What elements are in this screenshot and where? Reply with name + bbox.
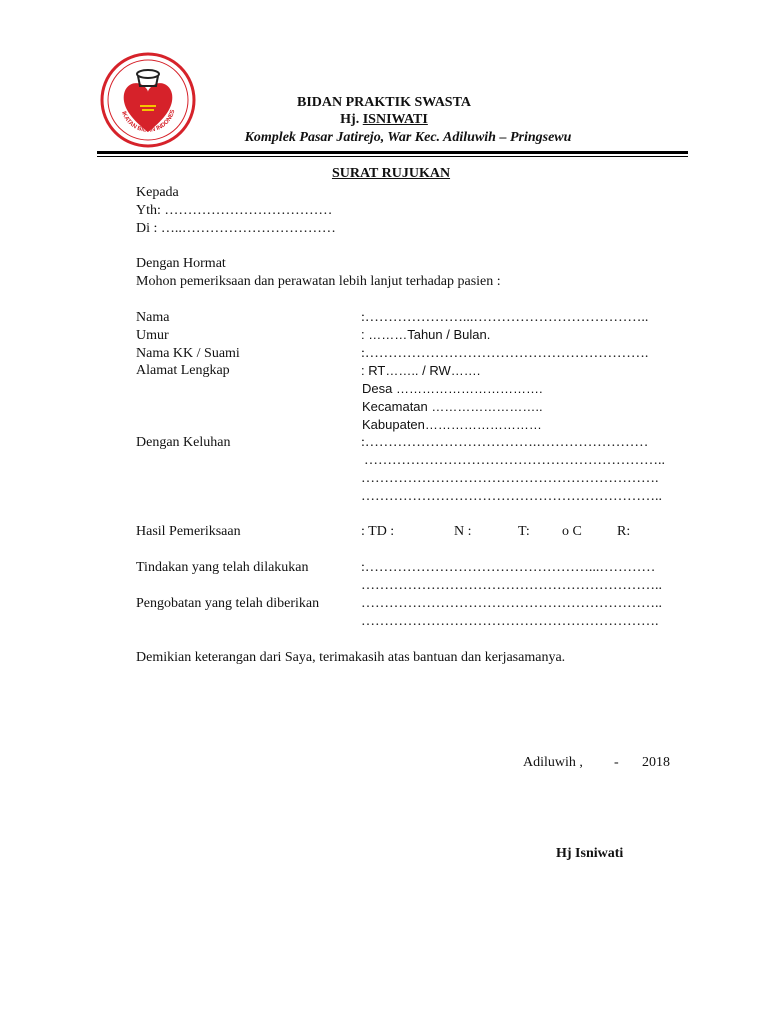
field-keluhan-1: :……………………………….…………………… [361, 435, 649, 450]
field-tindakan-2: ……………………………………………………….. [361, 578, 662, 593]
header-name-prefix: Hj. [340, 112, 363, 127]
field-kecamatan: Kecamatan …………………….. [362, 399, 543, 414]
header-rule-thick [97, 151, 688, 154]
field-keluhan-3: ………………………………………………………. [361, 471, 659, 486]
closing-text: Demikian keterangan dari Saya, terimakasih atas bantuan dan kerjasamanya. [136, 650, 566, 665]
field-tindakan-1: :…………………………………………...………… [361, 560, 656, 575]
label-kk: Nama KK / Suami [136, 346, 240, 361]
header-clinic-type: BIDAN PRAKTIK SWASTA [297, 95, 471, 110]
greeting: Dengan Hormat [136, 256, 226, 271]
header-rule-thin [97, 156, 688, 157]
label-hasil: Hasil Pemeriksaan [136, 524, 241, 539]
field-celsius: o C [562, 524, 582, 539]
field-umur: : ………Tahun / Bulan. [361, 327, 491, 342]
signature-name: Hj Isniwati [556, 846, 624, 861]
recipient-di: Di : …..…………………………… [136, 221, 336, 236]
request-text: Mohon pemeriksaan dan perawatan lebih lanjut terhadap pasien : [136, 274, 501, 289]
label-nama: Nama [136, 310, 170, 325]
signature-year: 2018 [642, 755, 670, 770]
header-name: ISNIWATI [362, 112, 428, 127]
recipient-yth: Yth: ……………………………… [136, 203, 333, 218]
field-td: : TD : [361, 524, 395, 539]
field-kabupaten: Kabupaten……………………… [362, 417, 542, 432]
label-tindakan: Tindakan yang telah dilakukan [136, 560, 309, 575]
field-nama: :…………………...……………………………….. [361, 310, 649, 325]
label-keluhan: Dengan Keluhan [136, 435, 231, 450]
field-keluhan-2: ……………………………………………………….. [364, 453, 665, 468]
document-title: SURAT RUJUKAN [331, 166, 451, 181]
label-pengobatan: Pengobatan yang telah diberikan [136, 596, 320, 611]
header-midwife-name [340, 111, 428, 128]
field-kk: :……………………………………………………. [361, 346, 649, 361]
signature-date-dash: - [614, 755, 619, 770]
svg-text:IKATAN BIDAN INDONESIA: IKATAN BIDAN INDONES [120, 109, 177, 134]
field-pengobatan-1: ……………………………………………………….. [361, 596, 662, 611]
field-desa: Desa ……………………………. [362, 381, 543, 396]
field-pengobatan-2: ………………………………………………………. [361, 614, 659, 629]
field-keluhan-4: ……………………………………………………….. [361, 489, 662, 504]
field-rtrw: : RT…….. / RW……. [361, 363, 481, 378]
ibi-logo [100, 52, 196, 148]
signature-place: Adiluwih , [523, 755, 583, 770]
field-r: R: [617, 524, 631, 539]
field-n: N : [454, 524, 472, 539]
label-alamat: Alamat Lengkap [136, 363, 230, 378]
ibi-logo-graphic [100, 52, 196, 148]
header-address: Komplek Pasar Jatirejo, War Kec. Adiluwih – Pringsewu [244, 130, 572, 145]
field-t: T: [518, 524, 530, 539]
label-umur: Umur [136, 328, 169, 343]
recipient-to: Kepada [136, 185, 179, 200]
